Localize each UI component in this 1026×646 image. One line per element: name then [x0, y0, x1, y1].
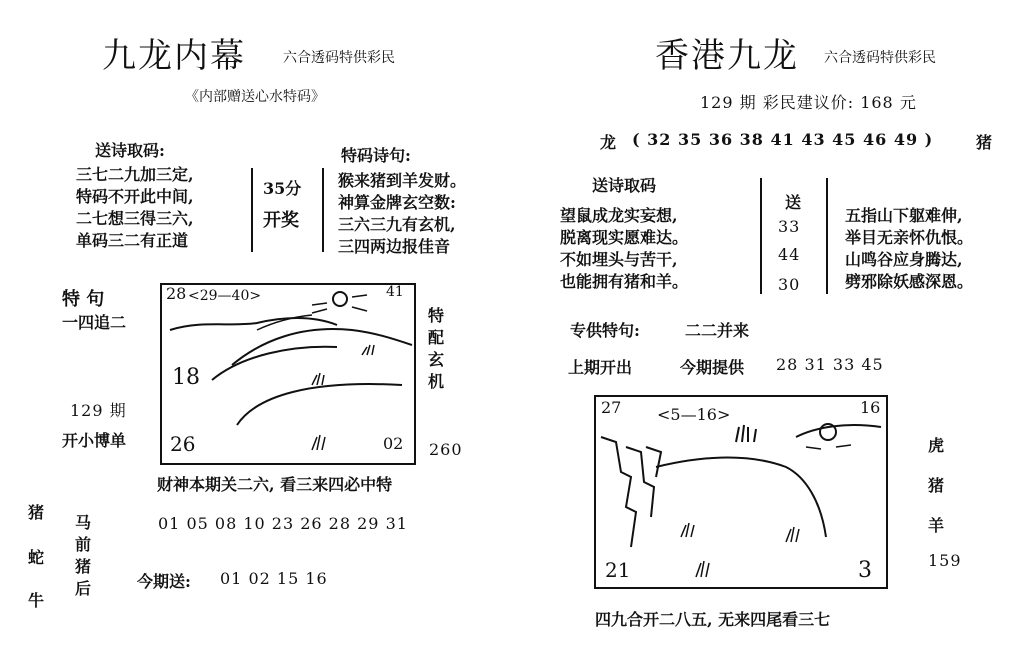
- right-poem2-line: 山鸣谷应身腾达,: [845, 250, 963, 269]
- right-last-label: 上期开出: [568, 358, 633, 377]
- left-sketch-label: 18: [172, 365, 200, 390]
- left-draw-label: 开奖: [263, 210, 299, 231]
- left-special-line: 三四两边报佳音: [338, 237, 451, 256]
- left-open-text: 开小博单: [62, 431, 127, 450]
- left-side-number: 260: [429, 440, 463, 459]
- left-draw-time: 35分: [263, 179, 302, 198]
- right-current-label: 今期提供: [680, 358, 745, 377]
- left-zodiac-1: 猪: [28, 503, 45, 522]
- left-title: 九龙内幕: [102, 36, 246, 76]
- left-horse-char: 猪: [75, 557, 92, 576]
- right-dragon-numbers: ( 32 35 36 38 41 43 45 46 49 ): [632, 130, 934, 149]
- right-poem2: [845, 205, 973, 293]
- left-special-header: 特码诗句:: [341, 146, 411, 165]
- right-poem-header: 送诗取码: [592, 176, 657, 195]
- right-poem2-line: 五指山下躯难伸,: [845, 206, 963, 225]
- left-side-char: 机: [428, 372, 445, 391]
- right-sketch-label: 21: [605, 558, 631, 582]
- right-send-number: 30: [778, 275, 801, 294]
- right-sketch-label: 3: [858, 558, 872, 583]
- left-horse-col: [75, 512, 91, 600]
- right-poem-line: 脱离现实愿难达。: [560, 228, 689, 247]
- right-side-zodiac: 猪: [928, 476, 945, 495]
- left-today-numbers: 01 02 15 16: [220, 569, 328, 588]
- right-side-zodiac: 虎: [928, 436, 945, 455]
- right-poem: [560, 205, 688, 293]
- left-period: 129 期: [70, 401, 127, 420]
- left-subtitle: 六合透码特供彩民: [283, 50, 395, 66]
- left-horse-char: 马: [75, 513, 92, 532]
- left-numbers-line: 01 05 08 10 23 26 28 29 31: [158, 514, 408, 533]
- left-special-poem: [338, 170, 466, 258]
- right-title: 香港九龙: [655, 36, 799, 76]
- right-side-number: 159: [928, 551, 962, 570]
- left-special-line: 神算金牌玄空数:: [338, 193, 456, 212]
- left-special-line: 猴来猪到羊发财。: [338, 171, 467, 190]
- left-poem-line: 单码三二有正道: [76, 231, 189, 250]
- left-fortune-line: 财神本期关二六, 看三来四必中特: [157, 475, 393, 494]
- left-sketch-label: 41: [386, 284, 404, 300]
- right-sketch-drawing: [596, 397, 886, 587]
- left-poem-line: 三七二九加三定,: [76, 165, 194, 184]
- left-side-char: 玄: [428, 350, 445, 369]
- left-today-label: 今期送:: [137, 572, 191, 591]
- left-sketch-label: 28: [166, 284, 187, 303]
- right-special-phrase: 二二并来: [685, 321, 750, 340]
- left-side-char: 特: [428, 306, 445, 325]
- right-period-price: 129 期 彩民建议价: 168 元: [700, 93, 917, 112]
- right-sketch-label: 27: [601, 398, 622, 417]
- left-divider-2: [322, 168, 324, 252]
- right-send-number: 44: [778, 245, 801, 264]
- left-horse-char: 前: [75, 535, 92, 554]
- left-zodiac-2: 蛇: [28, 548, 45, 567]
- right-poem2-line: 举目无亲怀仇恨。: [845, 228, 974, 247]
- left-gift-line: 《内部赠送心水特码》: [185, 89, 325, 105]
- left-horse-char: 后: [75, 579, 92, 598]
- right-pig-label: 猪: [976, 133, 993, 152]
- left-sketch-label: 26: [170, 432, 196, 456]
- right-sketch-frame: [594, 395, 888, 589]
- left-sketch-label: <29—40>: [188, 288, 262, 304]
- right-divider-1: [760, 178, 762, 294]
- right-poem-line: 望鼠成龙实妄想,: [560, 206, 678, 225]
- right-poem2-line: 劈邪除妖感深恩。: [845, 272, 974, 291]
- left-phrase-text: 一四追二: [62, 313, 127, 332]
- left-poem: [76, 164, 194, 252]
- right-divider-2: [826, 178, 828, 294]
- right-dragon-label: 龙: [600, 133, 617, 152]
- left-poem-header: 送诗取码:: [95, 141, 165, 160]
- right-sketch-label: <5—16>: [657, 405, 731, 424]
- right-current-numbers: 28 31 33 45: [776, 355, 884, 374]
- left-phrase-title: 特 句: [62, 289, 105, 310]
- right-subtitle: 六合透码特供彩民: [824, 50, 936, 66]
- right-bottom-text: 四九合开二八五, 无来四尾看三七: [595, 610, 831, 629]
- left-special-line: 三六三九有玄机,: [338, 215, 456, 234]
- right-sketch-label: 16: [860, 398, 881, 417]
- right-special-phrase-label: 专供特句:: [570, 321, 640, 340]
- right-poem-line: 不如埋头与苦干,: [560, 250, 678, 269]
- right-send-label: 送: [785, 193, 802, 212]
- right-send-number: 33: [778, 217, 801, 236]
- left-sketch-label: 02: [383, 434, 404, 453]
- left-zodiac-3: 牛: [28, 591, 45, 610]
- left-side-chars: [428, 305, 444, 393]
- left-poem-line: 特码不开此中间,: [76, 187, 194, 206]
- left-side-char: 配: [428, 328, 445, 347]
- left-divider-1: [251, 168, 253, 252]
- right-poem-line: 也能拥有猪和羊。: [560, 272, 689, 291]
- left-poem-line: 二七想三得三六,: [76, 209, 194, 228]
- right-side-zodiac: 羊: [928, 516, 945, 535]
